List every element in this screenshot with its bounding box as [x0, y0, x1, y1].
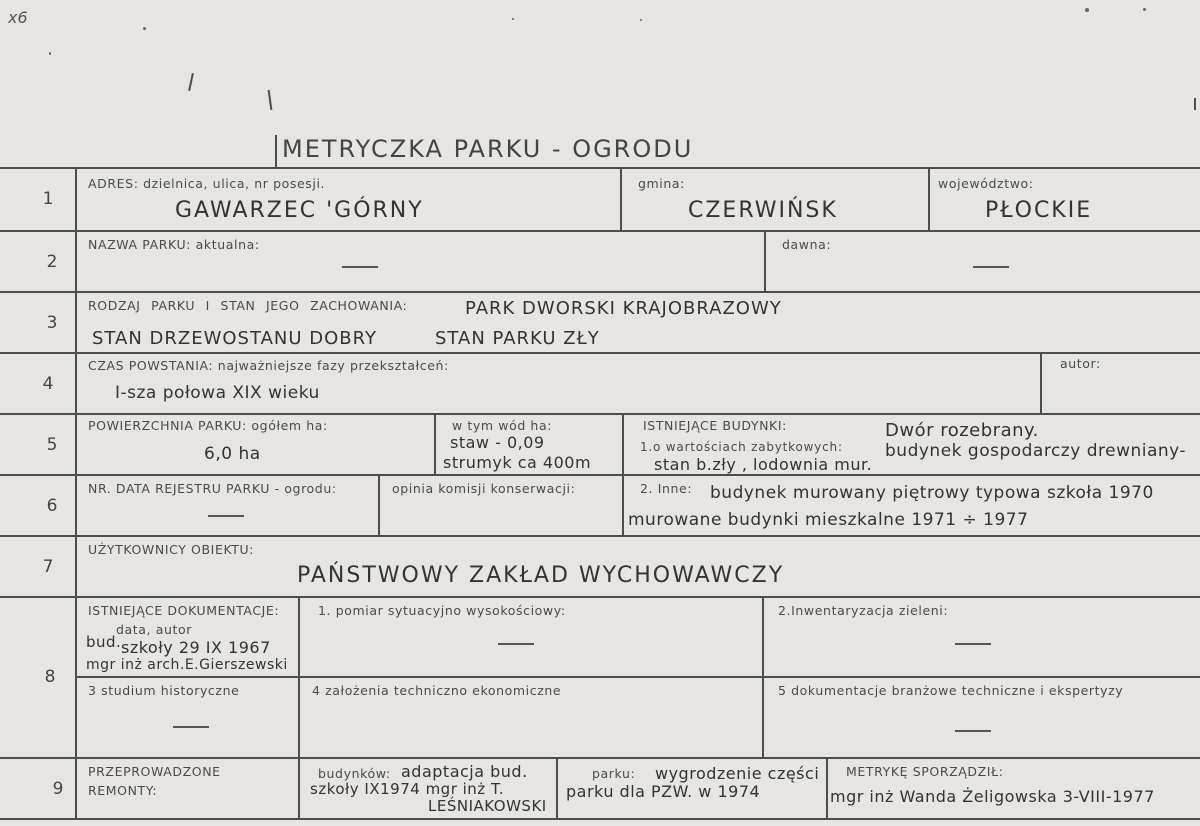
page-title: METRYCZKA PARKU - OGRODU — [282, 135, 694, 163]
dokumentacje-value-autor: mgr inż arch.E.Gierszewski — [86, 657, 288, 673]
cell-divider — [622, 474, 624, 535]
uzytkownicy-value: PAŃSTWOWY ZAKŁAD WYCHOWAWCZY — [297, 563, 785, 588]
remonty-budynkow-value-2: szkoły IX1974 mgr inż T. — [310, 780, 505, 798]
wojewodztwo-label: województwo: — [938, 176, 1034, 191]
row-number: 8 — [44, 667, 56, 687]
cell-divider — [298, 757, 300, 820]
empty-dash — [498, 643, 534, 645]
row-number: 5 — [46, 435, 58, 455]
budynki-label: ISTNIEJĄCE BUDYNKI: — [643, 418, 787, 433]
inne-value-mieszkalne: murowane budynki mieszkalne 1971 ÷ 1977 — [628, 510, 1029, 530]
stan-drzewostanu-value: STAN DRZEWOSTANU DOBRY — [92, 328, 377, 349]
inne-value-szkola: budynek murowany piętrowy typowa szkoła 1970 — [710, 483, 1154, 503]
cell-divider — [764, 230, 766, 291]
row-number: 4 — [42, 374, 54, 394]
dokumentacje-sub-label: data, autor — [116, 622, 192, 637]
dokumentacje-value-szkoly: szkoły 29 IX 1967 — [121, 638, 271, 657]
gmina-value: CZERWIŃSK — [688, 198, 838, 223]
empty-dash — [955, 730, 991, 732]
title-marker — [275, 135, 277, 167]
empty-dash — [955, 643, 991, 645]
pen-stroke — [188, 73, 193, 91]
row-number: 7 — [42, 557, 54, 577]
wojewodztwo-value: PŁOCKIE — [985, 198, 1093, 223]
budynki-value-dwor: Dwór rozebrany. — [885, 420, 1039, 441]
remonty-budynkow-value-1: adaptacja bud. — [401, 762, 528, 781]
cell-divider — [298, 596, 300, 757]
remonty-parku-value-1: wygrodzenie części — [655, 764, 820, 783]
opinia-label: opinia komisji konserwacji: — [392, 481, 576, 496]
cell-divider — [826, 757, 828, 820]
remonty-budynkow-value-3: LEŚNIAKOWSKI — [428, 797, 547, 815]
powierzchnia-value: 6,0 ha — [204, 444, 261, 464]
speck-mark — [1085, 8, 1089, 12]
row-number: 2 — [46, 252, 58, 272]
dokumentacje-value-bud: bud. — [86, 633, 122, 651]
rodzaj-label: RODZAJ PARKU I STAN JEGO ZACHOWANIA: — [88, 298, 408, 313]
row-number: 3 — [46, 313, 58, 333]
speck-mark — [143, 27, 146, 30]
uzytkownicy-label: UŻYTKOWNICY OBIEKTU: — [88, 542, 255, 557]
zalozenia-label: 4 założenia techniczno ekonomiczne — [312, 683, 562, 698]
pomiar-label: 1. pomiar sytuacyjno wysokościowy: — [318, 603, 566, 618]
remonty-budynkow-label: budynków: — [318, 766, 391, 781]
budynki-value-stan: stan b.zły , lodownia mur. — [654, 455, 873, 474]
autor-label: autor: — [1060, 356, 1101, 371]
row-number: 9 — [52, 779, 64, 799]
empty-dash — [342, 266, 378, 268]
pen-stroke — [1194, 98, 1196, 110]
empty-dash — [173, 726, 209, 728]
gmina-label: gmina: — [638, 176, 685, 191]
wod-label: w tym wód ha: — [452, 418, 553, 433]
empty-dash — [973, 266, 1009, 268]
row-divider — [0, 474, 1200, 476]
powierzchnia-label: POWIERZCHNIA PARKU: ogółem ha: — [88, 418, 328, 433]
cell-divider — [556, 757, 558, 820]
cell-divider — [622, 413, 624, 474]
cell-divider — [378, 474, 380, 535]
remonty-parku-value-2: parku dla PZW. w 1974 — [566, 782, 761, 801]
speck-mark — [49, 52, 51, 55]
row-divider — [0, 413, 1200, 415]
cell-divider — [620, 167, 622, 230]
corner-mark: x6 — [8, 8, 28, 27]
nazwa-label: NAZWA PARKU: aktualna: — [88, 237, 260, 252]
speck-mark — [640, 19, 642, 21]
czas-label: CZAS POWSTANIA: najważniejsze fazy przekształceń: — [88, 358, 449, 373]
row-divider — [0, 535, 1200, 537]
adres-label: ADRES: dzielnica, ulica, nr posesji. — [88, 176, 326, 191]
stan-parku-value: STAN PARKU ZŁY — [435, 328, 600, 349]
row-divider — [0, 818, 1200, 820]
cell-divider — [762, 596, 764, 757]
budynki-zabytkowe-label: 1.o wartościach zabytkowych: — [640, 440, 843, 454]
row-divider — [0, 352, 1200, 354]
budynki-value-gospodarczy: budynek gospodarczy drewniany- — [885, 441, 1187, 461]
row-divider — [0, 167, 1200, 169]
cell-divider — [1040, 352, 1042, 413]
speck-mark — [512, 18, 514, 20]
row-divider — [0, 596, 1200, 598]
inwentaryzacja-label: 2.Inwentaryzacja zieleni: — [778, 603, 949, 618]
dawna-label: dawna: — [782, 237, 832, 252]
dokumentacje-label: ISTNIEJĄCE DOKUMENTACJE: — [88, 603, 280, 618]
metryke-sporzadzil-value: mgr inż Wanda Żeligowska 3-VIII-1977 — [830, 787, 1155, 806]
cell-divider — [434, 413, 436, 474]
wod-value-strumyk: strumyk ca 400m — [443, 453, 592, 472]
pen-stroke — [268, 90, 272, 110]
dokumentacje-branzowe-label: 5 dokumentacje branżowe techniczne i ekspertyzy — [778, 683, 1124, 698]
row-number: 6 — [46, 496, 58, 516]
remonty-label-2: REMONTY: — [88, 783, 158, 798]
metryke-sporzadzil-label: METRYKĘ SPORZĄDZIŁ: — [846, 764, 1004, 779]
empty-dash — [208, 515, 244, 517]
cell-divider — [928, 167, 930, 230]
row-divider — [0, 291, 1200, 293]
row-divider — [0, 230, 1200, 232]
studium-label: 3 studium historyczne — [88, 683, 240, 698]
rodzaj-value: PARK DWORSKI KRAJOBRAZOWY — [465, 298, 782, 319]
inne-label: 2. Inne: — [640, 481, 693, 496]
remonty-label-1: PRZEPROWADZONE — [88, 764, 221, 779]
speck-mark — [1143, 8, 1146, 11]
wod-value-staw: staw - 0,09 — [450, 433, 545, 452]
row-divider — [76, 676, 1200, 678]
row-number: 1 — [42, 189, 54, 209]
row-divider — [0, 757, 1200, 759]
adres-value: GAWARZEC 'GÓRNY — [175, 198, 424, 223]
rejestr-label: NR. DATA REJESTRU PARKU - ogrodu: — [88, 481, 337, 496]
remonty-parku-label: parku: — [592, 766, 636, 781]
czas-value: I-sza połowa XIX wieku — [115, 383, 320, 403]
